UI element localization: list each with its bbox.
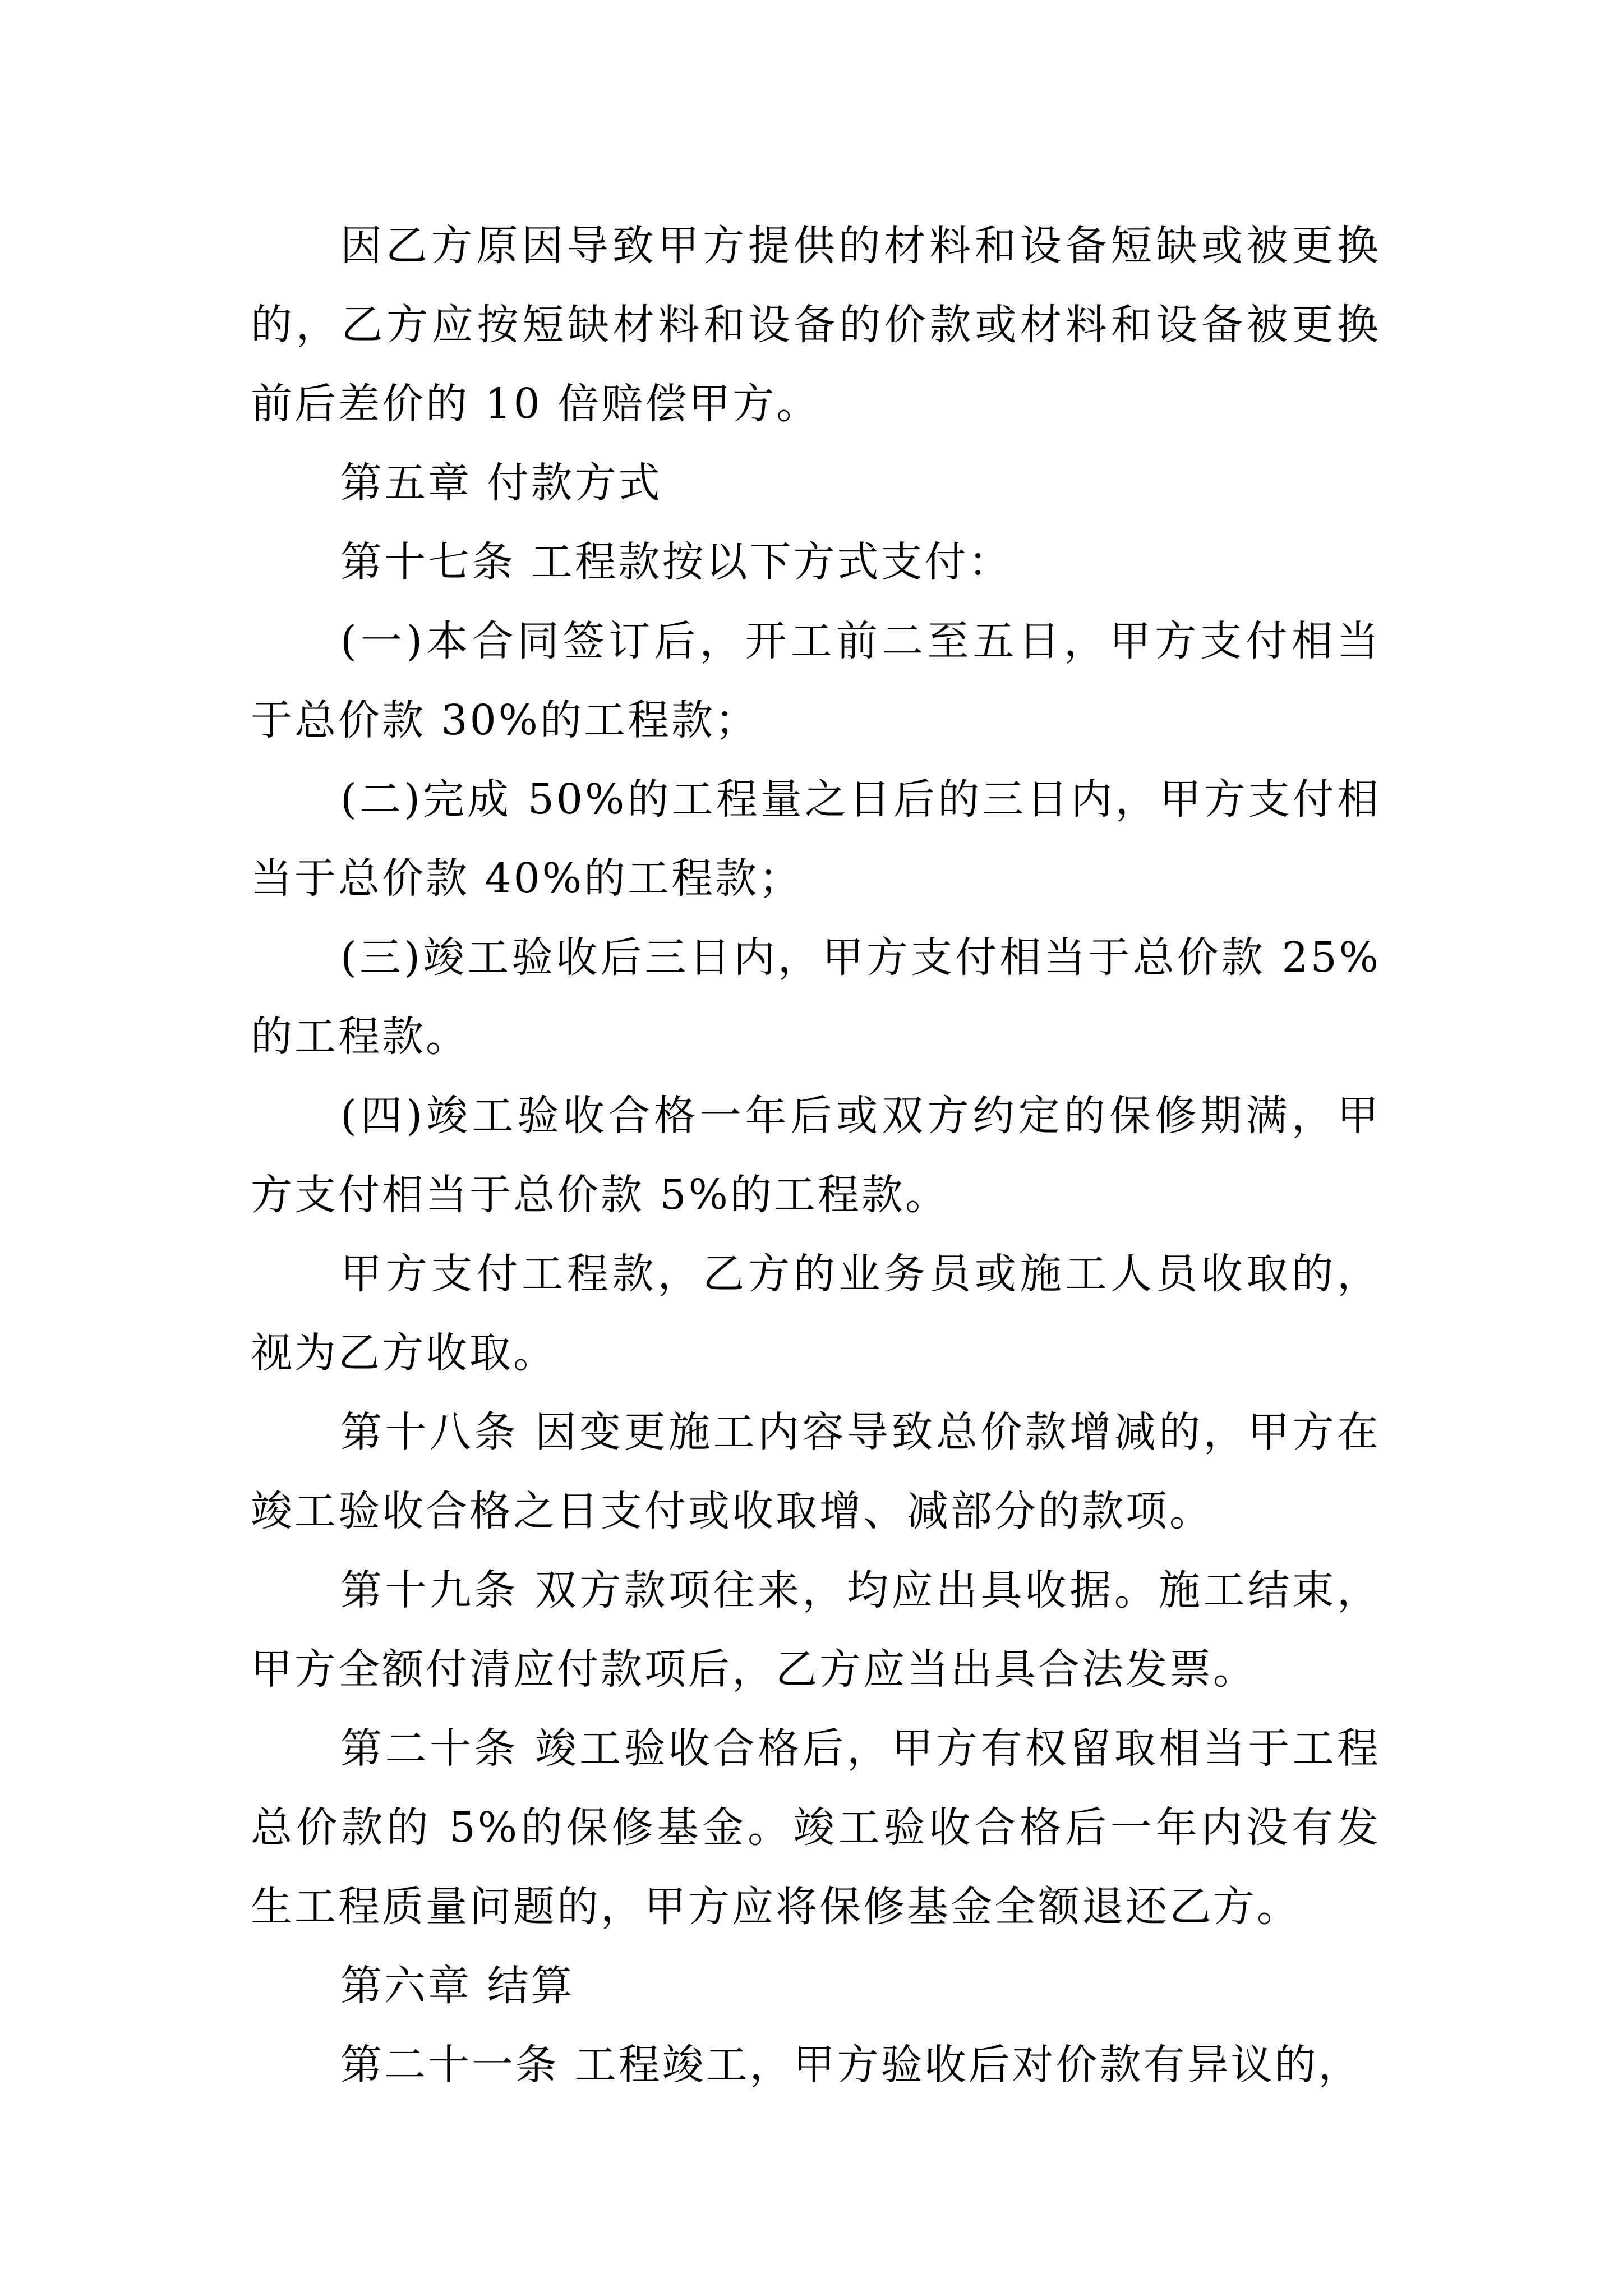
chapter-heading-settlement: 第六章 结算 (340, 1962, 575, 2010)
article-18: 第十八条 因变更施工内容导致总价款增减的，甲方在竣工验收合格之日支付或收取增、减部分的款项。 (251, 1408, 1381, 1535)
paragraph-payment-receipt: 甲方支付工程款，乙方的业务员或施工人员收取的，视为乙方收取。 (251, 1250, 1381, 1377)
payment-clause-1: (一)本合同签订后，开工前二至五日，甲方支付相当于总价款 30%的工程款； (251, 617, 1381, 744)
chapter-heading-payment-method: 第五章 付款方式 (340, 459, 662, 507)
paragraph-material-compensation: 因乙方原因导致甲方提供的材料和设备短缺或被更换的，乙方应按短缺材料和设备的价款或材料和设备被更换前后差价的 10 倍赔偿甲方。 (251, 222, 1381, 428)
article-20: 第二十条 竣工验收合格后，甲方有权留取相当于工程总价款的 5%的保修基金。竣工验收合格后一年内没有发生工程质量问题的，甲方应将保修基金全额退还乙方。 (251, 1724, 1381, 1931)
payment-clause-3: (三)竣工验收后三日内，甲方支付相当于总价款 25%的工程款。 (251, 933, 1381, 1061)
payment-clause-4: (四)竣工验收合格一年后或双方约定的保修期满，甲方支付相当于总价款 5%的工程款。 (251, 1092, 1381, 1219)
document-body (251, 206, 1381, 2105)
article-17-heading: 第十七条 工程款按以下方式支付： (340, 538, 1012, 586)
article-21: 第二十一条 工程竣工，甲方验收后对价款有异议的， (340, 2041, 1362, 2089)
payment-clause-2: (二)完成 50%的工程量之日后的三日内，甲方支付相当于总价款 40%的工程款； (251, 775, 1381, 903)
article-19: 第十九条 双方款项往来，均应出具收据。施工结束，甲方全额付清应付款项后，乙方应当出具合法发票。 (251, 1566, 1381, 1694)
